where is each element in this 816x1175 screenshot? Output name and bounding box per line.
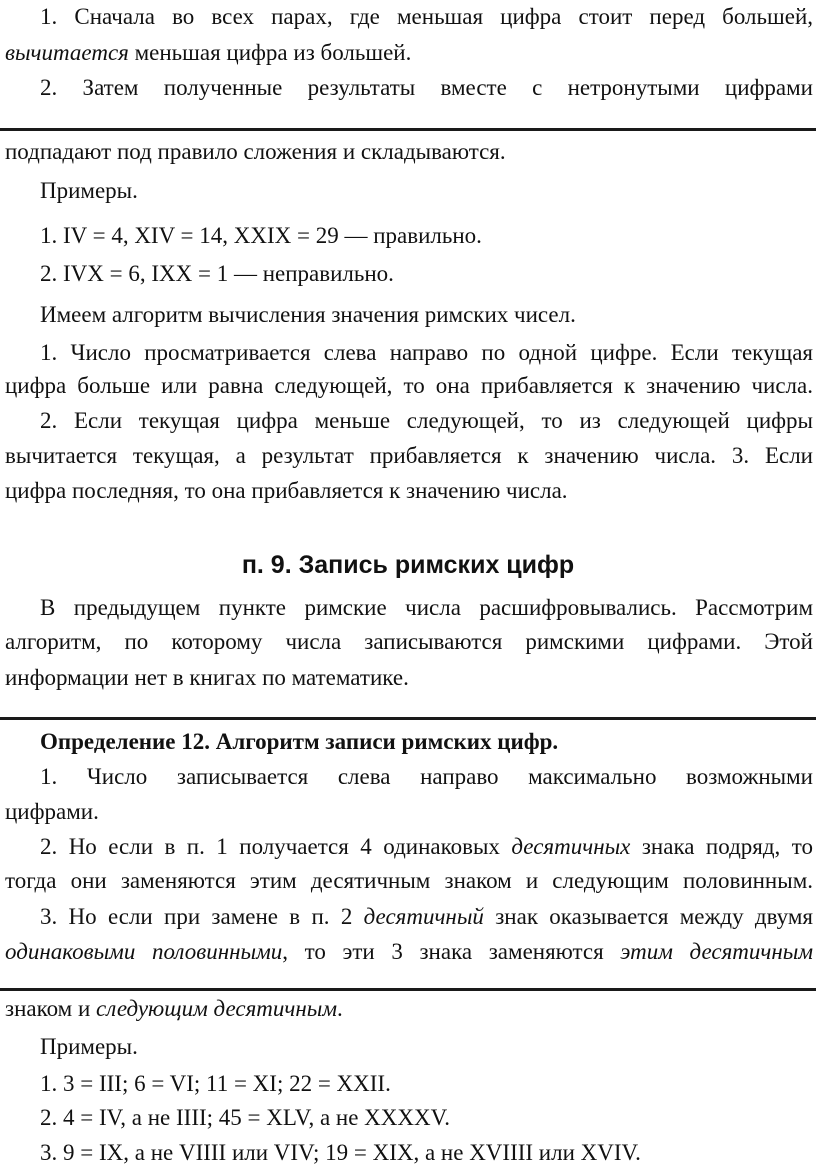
example-line: 2. IVX = 6, IXX = 1 — неправильно.	[40, 261, 394, 286]
examples-label: Примеры.	[40, 178, 138, 203]
definition-rule-3-line-3	[5, 994, 813, 1024]
text-span: , то эти 3 знака заменяются	[282, 939, 621, 964]
text-span: 3. Но если при замене в п. 2	[40, 904, 364, 929]
rule-2-line-2: подпадают под правило сложения и складываются.	[5, 139, 506, 164]
page-divider	[0, 128, 816, 131]
page-divider	[0, 988, 816, 991]
definition-rule-1-line-1: 1. Число записывается слева направо максимально возможными	[40, 764, 813, 789]
text-span: меньшая цифра из большей.	[128, 40, 412, 65]
algorithm-step-1-line-1: 1. Число просматривается слева направо по одной цифре. Если текущая	[40, 340, 813, 365]
example-line: 2. 4 = IV, а не IIII; 45 = XLV, а не XXXXV.	[40, 1105, 451, 1130]
text-span: знак оказывается между двумя	[483, 904, 814, 929]
algorithm-step-2-line-2: вычитается текущая, а результат прибавляется к значению числа. 3. Если	[5, 443, 813, 468]
rule-1-line-1: 1. Сначала во всех парах, где меньшая цифра стоит перед большей,	[40, 4, 813, 29]
example-line: 3. 9 = IX, а не VIIII или VIV; 19 = XIX, а не XVIIII или XVIV.	[40, 1140, 641, 1165]
emphasis-text: десятичный	[363, 904, 484, 929]
definition-rule-3-line-1	[5, 902, 813, 932]
definition-rule-2-line-1	[5, 832, 813, 862]
text-span: 2. Но если в п. 1 получается 4 одинаковых	[40, 834, 512, 859]
rule-2-line-1: 2. Затем полученные результаты вместе с нетронутыми цифрами	[40, 75, 813, 100]
rule-1-line-2	[5, 38, 813, 68]
section-paragraph-line-2: алгоритм, по которому числа записываются римскими цифрами. Этой	[5, 629, 813, 654]
algorithm-step-1-line-2: цифра больше или равна следующей, то она прибавляется к значению числа.	[5, 373, 813, 398]
emphasis-text: вычитается	[5, 40, 129, 65]
emphasis-text: одинаковыми половинными	[5, 939, 283, 964]
section-heading: п. 9. Запись римских цифр	[241, 551, 575, 579]
algorithm-step-2-line-3: цифра последняя, то она прибавляется к значению числа.	[5, 478, 568, 503]
example-line: 1. 3 = III; 6 = VI; 11 = XI; 22 = XXII.	[40, 1071, 391, 1096]
definition-rule-1-line-2: цифрами.	[5, 799, 99, 824]
section-paragraph-line-1: В предыдущем пункте римские числа расшифровывались. Рассмотрим	[40, 595, 813, 620]
page-divider	[0, 717, 816, 720]
definition-title	[5, 727, 813, 757]
definition-title-text: Определение 12. Алгоритм записи римских цифр.	[40, 729, 559, 754]
text-span: знака подряд, то	[630, 834, 814, 859]
example-line: 1. IV = 4, XIV = 14, XXIX = 29 — правильно.	[40, 223, 482, 248]
algorithm-step-2-line-1: 2. Если текущая цифра меньше следующей, то из следующей цифры	[40, 408, 813, 433]
definition-rule-2-line-2: тогда они заменяются этим десятичным знаком и следующим половинным.	[5, 868, 813, 893]
emphasis-text: этим десятичным	[620, 939, 814, 964]
emphasis-text: следующим десятичным	[96, 996, 338, 1021]
text-span: .	[337, 996, 343, 1021]
algorithm-intro: Имеем алгоритм вычисления значения римских чисел.	[40, 302, 576, 327]
section-paragraph-line-3: информации нет в книгах по математике.	[5, 665, 409, 690]
emphasis-text: десятичных	[511, 834, 631, 859]
examples-label: Примеры.	[40, 1034, 138, 1059]
text-span: знаком и	[5, 996, 97, 1021]
definition-rule-3-line-2	[5, 937, 813, 967]
